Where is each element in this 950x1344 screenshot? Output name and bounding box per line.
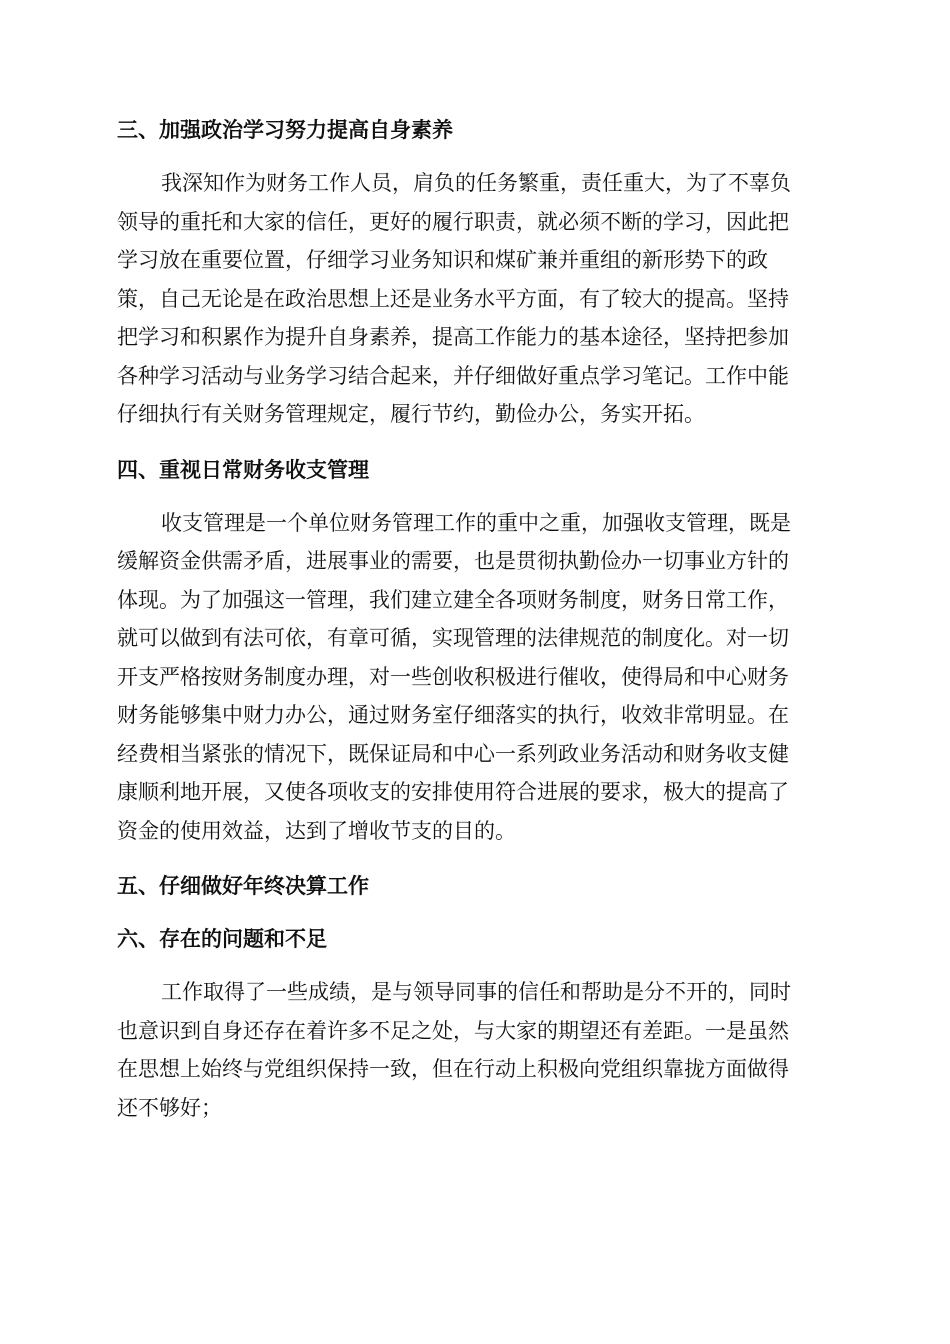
section-heading: 四、重视日常财务收支管理 (117, 457, 369, 482)
paragraph-line: 康顺利地开展，又使各项收支的安排使用符合进展的要求，极大的提高了 (117, 780, 789, 804)
paragraph-line: 体现。为了加强这一管理，我们建立建全各项财务制度，财务日常工作， (117, 587, 789, 612)
paragraph-line: 财务能够集中财力办公，通过财务室仔细落实的执行，收效非常明显。在 (117, 703, 789, 727)
section-heading: 三、加强政治学习努力提高自身素养 (117, 118, 453, 142)
paragraph-line: 学习放在重要位置，仔细学习业务知识和煤矿兼并重组的新形势下的政 (117, 248, 768, 272)
paragraph-line: 仔细执行有关财务管理规定，履行节约，勤俭办公，务实开拓。 (117, 402, 705, 426)
paragraph-line: 把学习和积累作为提升自身素养，提高工作能力的基本途径，坚持把参加 (117, 325, 789, 349)
document-page (117, 110, 833, 1127)
paragraph-line: 在思想上始终与党组织保持一致，但在行动上积极向党组织靠拢方面做得 (117, 1057, 789, 1081)
paragraph-line: 策，自己无论是在政治思想上还是业务水平方面，有了较大的提高。坚持 (117, 286, 789, 311)
paragraph-line: 开支严格按财务制度办理，对一些创收积极进行催收，使得局和中心财务 (117, 664, 789, 689)
paragraph-line: 缓解资金供需矛盾，进展事业的需要，也是贯彻执勤俭办一切事业方针的 (117, 549, 789, 573)
section-heading: 五、仔细做好年终决算工作 (117, 874, 369, 898)
paragraph-line: 也意识到自身还存在着许多不足之处，与大家的期望还有差距。一是虽然 (117, 1018, 789, 1043)
paragraph-line: 资金的使用效益，达到了增收节支的目的。 (117, 818, 516, 843)
paragraph-line: 我深知作为财务工作人员，肩负的任务繁重，责任重大，为了不辜负 (161, 171, 791, 195)
paragraph-line: 工作取得了一些成绩，是与领导同事的信任和帮助是分不开的，同时 (161, 980, 791, 1004)
paragraph-line: 经费相当紧张的情况下，既保证局和中心一系列政业务活动和财务收支健 (117, 741, 789, 766)
paragraph-line: 各种学习活动与业务学习结合起来，并仔细做好重点学习笔记。工作中能 (117, 363, 789, 388)
paragraph-line: 还不够好； (117, 1095, 222, 1120)
section-paragraph (117, 973, 833, 1127)
paragraph-line: 领导的重托和大家的信任，更好的履行职责，就必须不断的学习，因此把 (117, 209, 789, 234)
paragraph-line: 就可以做到有法可依，有章可循，实现管理的法律规范的制度化。对一切 (117, 626, 789, 650)
section-heading: 六、存在的问题和不足 (117, 927, 327, 951)
section-paragraph (117, 504, 833, 851)
section-problems (117, 919, 833, 1127)
section-political-study (117, 110, 833, 434)
paragraph-line: 收支管理是一个单位财务管理工作的重中之重，加强收支管理，既是 (161, 510, 791, 535)
section-year-end-accounts (117, 866, 833, 906)
section-paragraph (117, 164, 833, 434)
section-finance-management (117, 450, 833, 851)
